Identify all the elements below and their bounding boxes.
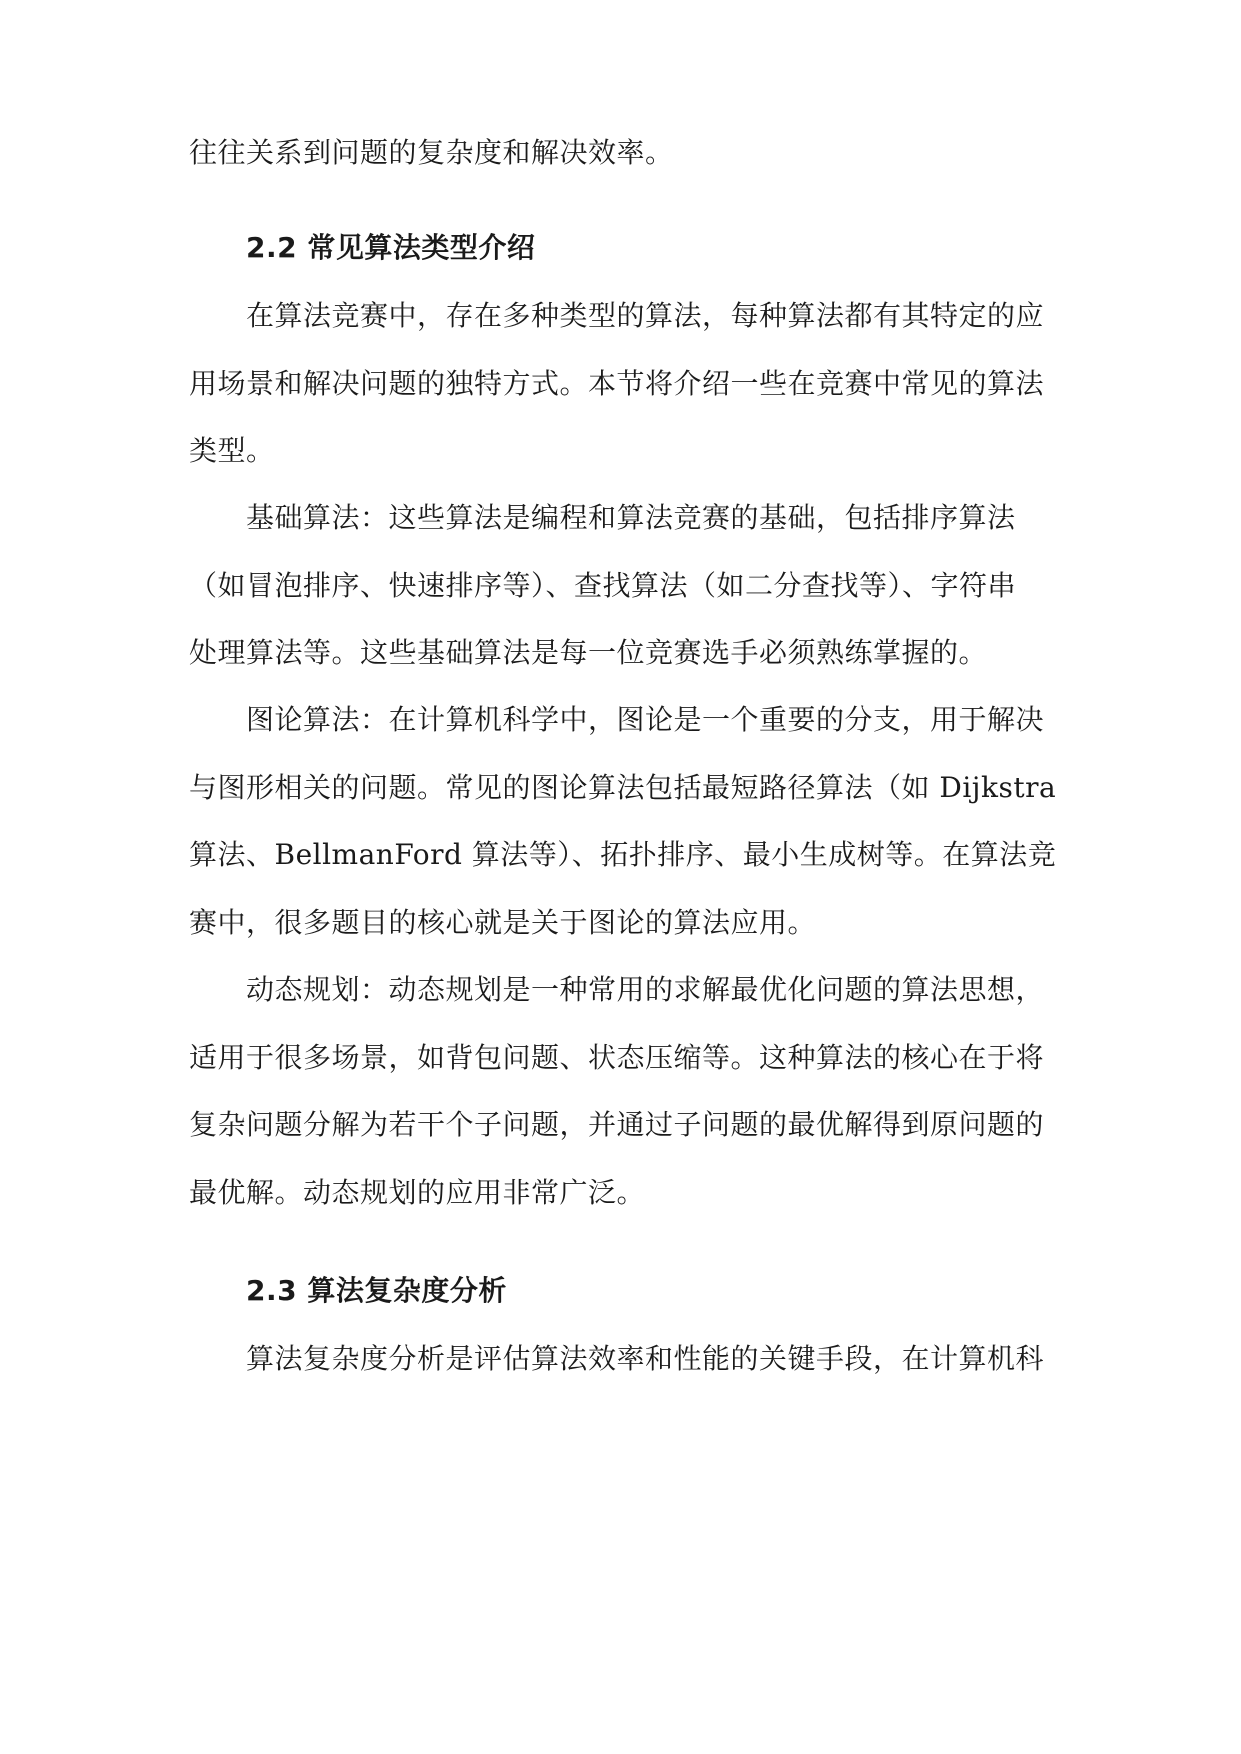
paragraph-line: 赛中，很多题目的核心就是关于图论的算法应用。 [189,906,817,939]
paragraph-line: 复杂问题分解为若干个子问题，并通过子问题的最优解得到原问题的 [189,1108,1045,1141]
paragraph-line: 处理算法等。这些基础算法是每一位竞赛选手必须熟练掌握的。 [189,636,988,669]
paragraph-line: 最优解。动态规划的应用非常广泛。 [189,1176,646,1209]
paragraph-line: 算法、BellmanFord 算法等）、拓扑排序、最小生成树等。在算法竞 [189,838,1057,871]
paragraph-line: 与图形相关的问题。常见的图论算法包括最短路径算法（如 Dijkstra [189,771,1057,804]
paragraph-line: 适用于很多场景，如背包问题、状态压缩等。这种算法的核心在于将 [189,1041,1045,1074]
paragraph-line: （如冒泡排序、快速排序等）、查找算法（如二分查找等）、字符串 [189,569,1017,602]
section-heading-2-2: 2.2 常见算法类型介绍 [246,231,536,264]
paragraph-line: 图论算法：在计算机科学中，图论是一个重要的分支，用于解决 [246,703,1045,736]
paragraph-line: 算法复杂度分析是评估算法效率和性能的关键手段，在计算机科 [246,1342,1045,1375]
paragraph-line: 在算法竞赛中，存在多种类型的算法，每种算法都有其特定的应 [246,299,1045,332]
paragraph-line: 用场景和解决问题的独特方式。本节将介绍一些在竞赛中常见的算法 [189,367,1045,400]
paragraph-line: 基础算法：这些算法是编程和算法竞赛的基础，包括排序算法 [246,501,1016,534]
continuation-text: 往往关系到问题的复杂度和解决效率。 [189,136,674,169]
section-heading-2-3: 2.3 算法复杂度分析 [246,1274,507,1307]
paragraph-line: 动态规划：动态规划是一种常用的求解最优化问题的算法思想， [246,973,1045,1006]
paragraph-line: 类型。 [189,434,275,467]
